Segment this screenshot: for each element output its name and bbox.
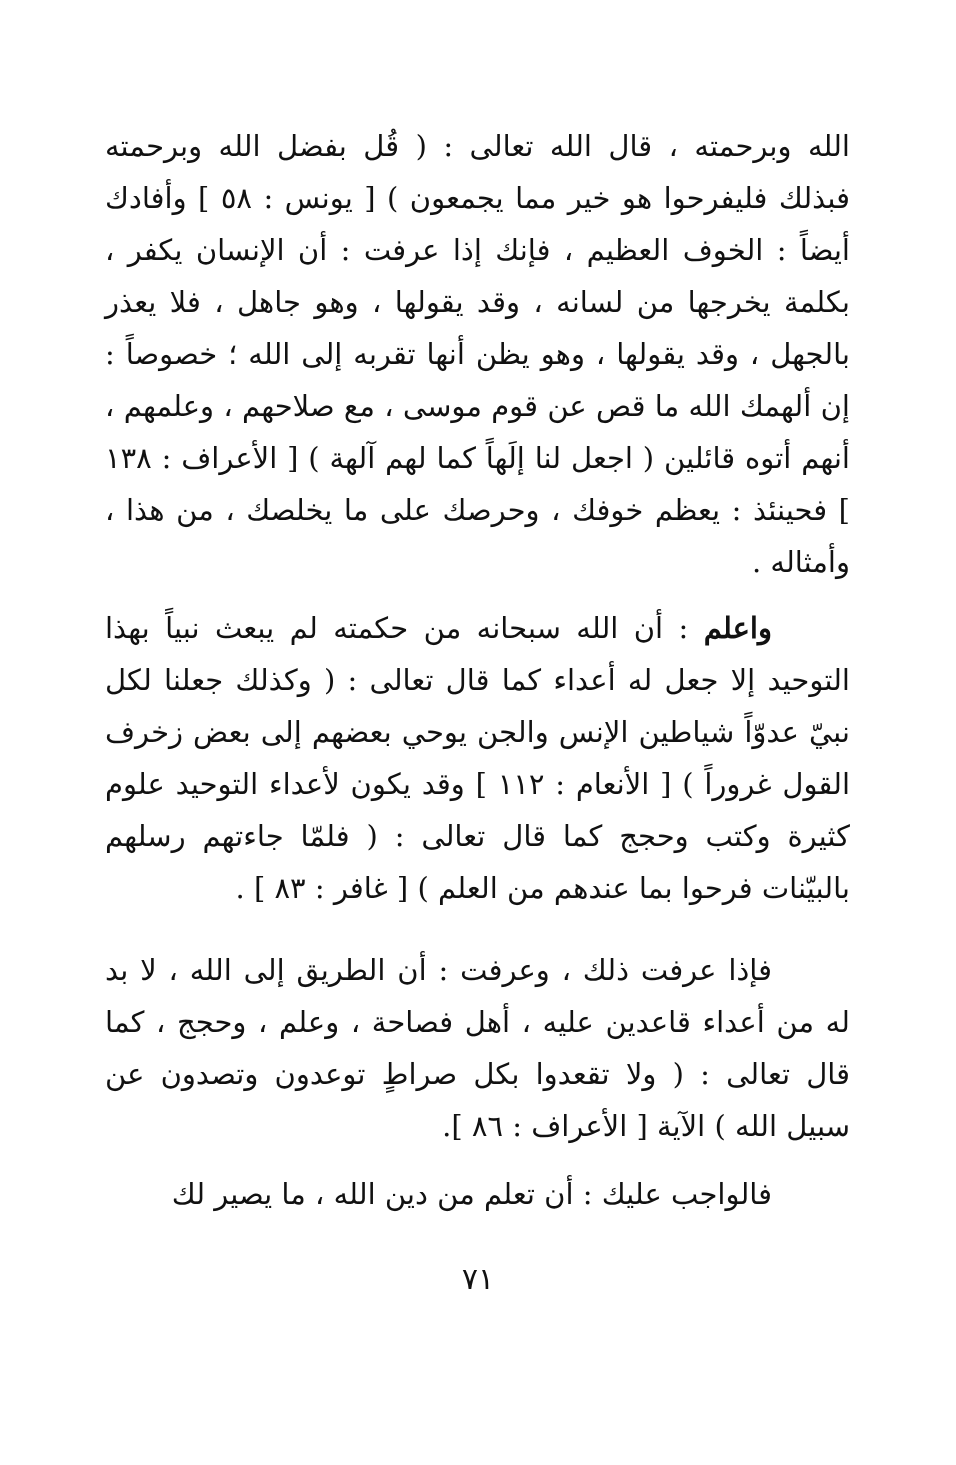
paragraph-3 [105,944,850,1152]
paragraph-4 [105,1168,850,1220]
page-number: ٧١ [461,1262,495,1297]
paragraph-2-text: : أن الله سبحانه من حكمته لم يبعث نبياً بهذا التوحيد إلا جعل له أعداء كما قال تعالى : ( وكذلك جعلنا لكل نبيّ عدوّاً شياطين الإنس والجن يوحي بعضهم إلى بعض زخرف القول غروراً ) [ الأنعام : ١١٢ ] وقد يكون لأعداء التوحيد علوم كثيرة وكتب وحجج كما قال تعالى : ( فلمّا جاءتهم رسلهم بالبيّنات فرحوا بما عندهم من العلم ) [ غافر : ٨٣ ] . [105,611,850,905]
paragraph-2 [105,602,850,914]
paragraph-2-lead-word: واعلم [703,611,772,645]
page-body [105,120,850,1220]
paragraph-3-text: فإذا عرفت ذلك ، وعرفت : أن الطريق إلى الله ، لا بد له من أعداء قاعدين عليه ، أهل فصاحة ، وعلم ، وحجج ، كما قال تعالى : ( ولا تقعدوا بكل صراطٍ توعدون وتصدون عن سبيل الله ) الآية [ الأعراف : ٨٦ ]. [105,953,850,1143]
paragraph-1 [105,120,850,588]
paragraph-1-text: الله وبرحمته ، قال الله تعالى : ( قُل بفضل الله وبرحمته فبذلك فليفرحوا هو خير مما يجمعون ) [ يونس : ٥٨ ] وأفادك أيضاً : الخوف العظيم ، فإنك إذا عرفت : أن الإنسان يكفر ، بكلمة يخرجها من لسانه ، وقد يقولها ، وهو جاهل ، فلا يعذر بالجهل ، وقد يقولها ، وهو يظن أنها تقربه إلى الله ؛ خصوصاً : إن ألهمك الله ما قص عن قوم موسى ، مع صلاحهم ، وعلمهم ، أنهم أتوه قائلين ( اجعل لنا إلَهاً كما لهم آلهة ) [ الأعراف : ١٣٨ ] فحينئذ : يعظم خوفك ، وحرصك على ما يخلصك ، من هذا ، وأمثاله . [105,129,850,579]
paragraph-4-text: فالواجب عليك : أن تعلم من دين الله ، ما يصير لك [171,1177,772,1211]
